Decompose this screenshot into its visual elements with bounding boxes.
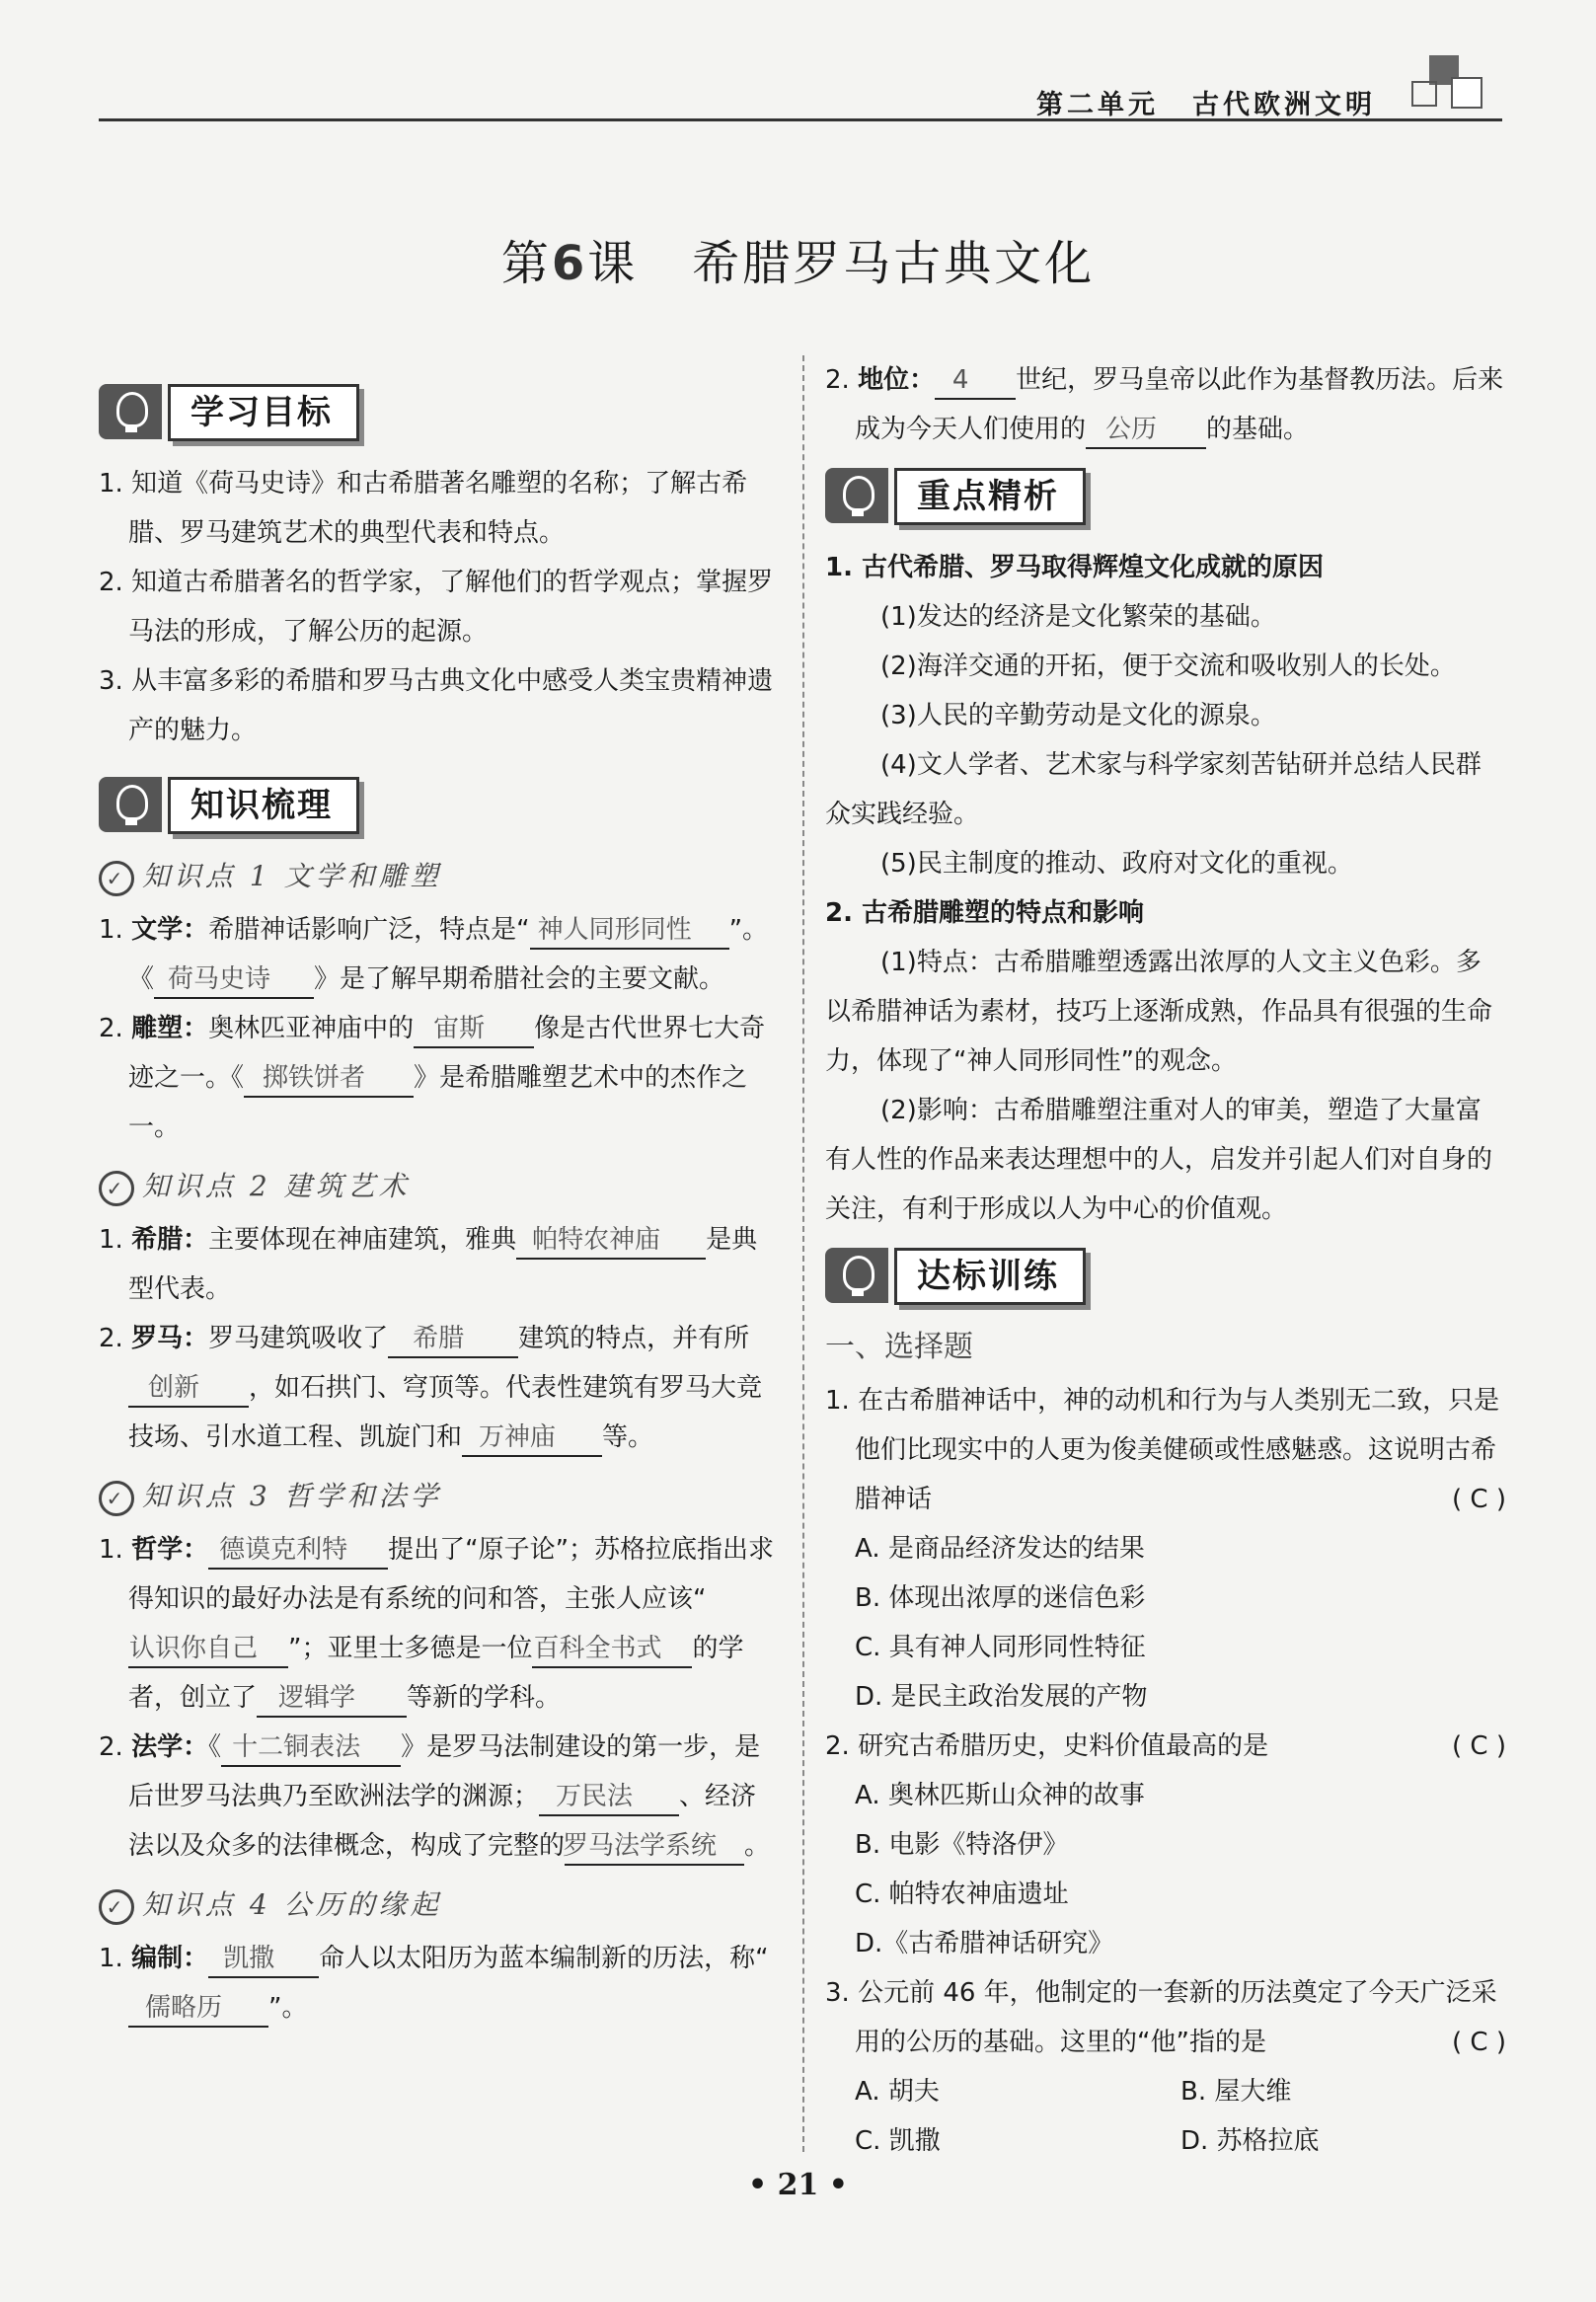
text: 的基础。 <box>1206 415 1310 444</box>
question-stem <box>825 1968 1506 2067</box>
practice-subtitle: 一、选择题 <box>825 1330 973 1364</box>
text: 世纪，罗马皇帝以此作为基督教历法。后来成为今天人们使用的 <box>855 365 1504 444</box>
question-text: 3. 公元前 46 年，他制定的一套新的历法奠定了今天广泛采用的公历的基础。这里的“他”指的是 <box>825 1978 1497 2057</box>
section-focus-label: 重点精析 <box>894 468 1086 525</box>
question-answer: ( C ) <box>1452 2028 1506 2057</box>
question-2 <box>825 1722 1506 1968</box>
option: A. 奥林匹斯山众神的故事 <box>855 1781 1145 1810</box>
answer-blank: 逻辑学 <box>257 1680 407 1718</box>
item-label: 编制： <box>131 1944 209 1973</box>
title-suffix: 课 <box>587 236 639 291</box>
goal-item: 3. 从丰富多彩的希腊和罗马古典文化中感受人类宝贵精神遗产的魅力。 <box>99 666 774 745</box>
section-practice <box>825 1248 1506 1305</box>
knowledge-point-3 <box>99 1472 780 1521</box>
checkmark-icon: ✓ <box>99 1171 134 1206</box>
option: B. 体现出浓厚的迷信色彩 <box>855 1583 1146 1613</box>
answer-blank: 希腊 <box>388 1321 518 1358</box>
left-column <box>99 370 780 2033</box>
answer-blank: 创新 <box>128 1370 249 1408</box>
lesson-title <box>0 225 1596 293</box>
lightbulb-icon <box>99 384 162 439</box>
lightbulb-icon <box>825 468 888 523</box>
column-divider <box>802 355 804 2152</box>
item-label: 文学： <box>131 915 209 945</box>
answer-blank: 帕特农神庙 <box>516 1222 706 1260</box>
kp2-rome <box>99 1314 780 1462</box>
page-number: • 21 • <box>748 2168 848 2202</box>
answer-blank: 万神庙 <box>462 1420 602 1457</box>
text: 希腊神话影响广泛，特点是“ <box>208 915 530 945</box>
text: 主要体现在神庙建筑，雅典 <box>208 1225 517 1255</box>
kp3-philosophy <box>99 1525 780 1723</box>
option: B. 屋大维 <box>1180 2077 1292 2107</box>
goal-item: 2. 知道古希腊著名的哲学家，了解他们的哲学观点；掌握罗马法的形成，了解公历的起源。 <box>99 568 774 647</box>
kp3-heading: 知识点 3 哲学和法学 <box>142 1480 442 1512</box>
focus-heading-2: 2. 古希腊雕塑的特点和影响 <box>825 898 1145 928</box>
answer-blank: 儒略历 <box>128 1990 268 2028</box>
question-answer: ( C ) <box>1452 1485 1506 1514</box>
question-stem <box>825 1722 1506 1771</box>
option: D. 是民主政治发展的产物 <box>855 1682 1148 1712</box>
section-focus <box>825 468 1506 525</box>
item-label: 哲学： <box>131 1535 209 1565</box>
option-row <box>825 2116 1506 2166</box>
text: 是典型代表。 <box>128 1225 758 1304</box>
option: B. 电影《特洛伊》 <box>855 1830 1069 1860</box>
focus-item: (2)影响：古希腊雕塑注重对人的审美，塑造了大量富有人性的作品来表达理想中的人，启发并引起人们对自身的关注，有利于形成以人为中心的价值观。 <box>825 1096 1493 1224</box>
kp4-status <box>825 355 1506 454</box>
answer-blank: 公历 <box>1086 412 1206 449</box>
text: ”。 <box>268 1993 308 2023</box>
knowledge-point-2 <box>99 1162 780 1211</box>
text: 的学者，创立了 <box>128 1634 744 1713</box>
kp3-law <box>99 1723 780 1871</box>
header-unit: 第二单元 <box>1036 90 1159 120</box>
kp4-compile <box>99 1934 780 2033</box>
text: ”。《 <box>128 915 769 994</box>
section-knowledge <box>99 777 780 834</box>
item-num: 1. <box>99 1225 123 1255</box>
knowledge-point-1 <box>99 852 780 901</box>
answer-blank: 十二铜表法 <box>221 1729 401 1767</box>
focus-item: (4)文人学者、艺术家与科学家刻苦钻研并总结人民群众实践经验。 <box>825 750 1482 829</box>
right-column <box>825 355 1506 2166</box>
answer-blank: 百科全书式 <box>532 1631 692 1668</box>
section-goals-label: 学习目标 <box>168 384 359 441</box>
focus-item: (1)发达的经济是文化繁荣的基础。 <box>880 602 1276 632</box>
section-goals <box>99 384 780 441</box>
checkmark-icon: ✓ <box>99 861 134 896</box>
answer-blank: 掷铁饼者 <box>244 1060 414 1098</box>
section-practice-label: 达标训练 <box>894 1248 1086 1305</box>
focus-item: (3)人民的辛勤劳动是文化的源泉。 <box>880 701 1276 730</box>
answer-blank: 认识你自己 <box>128 1631 288 1668</box>
question-stem <box>825 1376 1506 1524</box>
kp2-greece <box>99 1215 780 1314</box>
text: 奥林匹亚神庙中的 <box>208 1014 415 1043</box>
item-num: 2. <box>99 1732 123 1762</box>
header-decoration <box>1411 55 1490 124</box>
section-knowledge-label: 知识梳理 <box>168 777 359 834</box>
option: C. 凯撒 <box>855 2126 941 2156</box>
checkmark-icon: ✓ <box>99 1889 134 1925</box>
option: C. 帕特农神庙遗址 <box>855 1880 1069 1909</box>
focus-heading-1: 1. 古代希腊、罗马取得辉煌文化成就的原因 <box>825 553 1325 582</box>
answer-blank: 荷马史诗 <box>154 961 314 999</box>
item-num: 2. <box>99 1324 123 1353</box>
checkmark-icon: ✓ <box>99 1481 134 1516</box>
kp1-literature <box>99 905 780 1004</box>
item-label: 希腊： <box>131 1225 209 1255</box>
text: 》是罗马法制建设的第一步，是后世罗马法典乃至欧洲法学的渊源； <box>128 1732 761 1811</box>
title-prefix: 第 <box>500 236 552 291</box>
goal-item: 1. 知道《荷马史诗》和古希腊著名雕塑的名称；了解古希腊、罗马建筑艺术的典型代表和特点。 <box>99 469 748 548</box>
text: 等。 <box>602 1422 654 1452</box>
item-num: 1. <box>99 1944 123 1973</box>
answer-blank: 凯撒 <box>208 1941 319 1978</box>
running-header <box>1036 83 1376 121</box>
text: 、经济法以及众多的法律概念，构成了完整的 <box>128 1782 757 1861</box>
answer-blank: 德谟克利特 <box>208 1532 388 1570</box>
focus-item: (5)民主制度的推动、政府对文化的重视。 <box>880 849 1353 879</box>
text: 》是希腊雕塑艺术中的杰作之一。 <box>128 1063 748 1142</box>
answer-blank: 万民法 <box>539 1779 679 1816</box>
item-label: 法学： <box>131 1732 209 1762</box>
question-answer: ( C ) <box>1452 1731 1506 1761</box>
text: 等新的学科。 <box>407 1683 562 1713</box>
header-rule <box>99 118 1502 121</box>
lightbulb-icon <box>825 1248 888 1303</box>
answer-blank: 神人同形同性 <box>530 912 729 950</box>
item-num: 2. <box>99 1014 123 1043</box>
option: A. 是商品经济发达的结果 <box>855 1534 1145 1564</box>
text: ，如石拱门、穹顶等。代表性建筑有罗马大竞技场、引水道工程、凯旋门和 <box>128 1373 763 1452</box>
question-1 <box>825 1376 1506 1722</box>
option: C. 具有神人同形同性特征 <box>855 1633 1146 1662</box>
text: 罗马建筑吸收了 <box>208 1324 389 1353</box>
knowledge-point-4 <box>99 1880 780 1930</box>
kp2-heading: 知识点 2 建筑艺术 <box>142 1170 411 1202</box>
question-text: 1. 在古希腊神话中，神的动机和行为与人类别无二致，只是他们比现实中的人更为俊美健硕或性感魅惑。这说明古希腊神话 <box>825 1386 1500 1514</box>
option-row <box>825 2067 1506 2116</box>
title-number: 6 <box>551 236 588 291</box>
kp4-heading: 知识点 4 公历的缘起 <box>142 1888 442 1921</box>
option: A. 胡夫 <box>855 2077 940 2107</box>
option: D.《古希腊神话研究》 <box>855 1929 1114 1958</box>
answer-blank: 宙斯 <box>414 1011 534 1048</box>
item-label: 地位： <box>858 365 936 395</box>
focus-item: (2)海洋交通的开拓，便于交流和吸收别人的长处。 <box>880 652 1456 681</box>
item-num: 1. <box>99 915 123 945</box>
text: ”；亚里士多德是一位 <box>288 1634 533 1663</box>
item-label: 雕塑： <box>131 1014 209 1043</box>
item-num: 1. <box>99 1535 123 1565</box>
text: 建筑的特点，并有所 <box>518 1324 750 1353</box>
kp1-heading: 知识点 1 文学和雕塑 <box>142 860 442 892</box>
header-topic: 古代欧洲文明 <box>1192 90 1376 120</box>
title-name: 希腊罗马古典文化 <box>692 236 1096 291</box>
kp1-sculpture <box>99 1004 780 1152</box>
question-3 <box>825 1968 1506 2166</box>
text: 》是了解早期希腊社会的主要文献。 <box>314 964 725 994</box>
question-text: 2. 研究古希腊历史，史料价值最高的是 <box>825 1731 1269 1761</box>
text: 提出了“原子论”；苏格拉底指出求得知识的最好办法是有系统的问和答，主张人应该“ <box>128 1535 775 1614</box>
text: 像是古代世界七大奇迹之一。《 <box>128 1014 766 1093</box>
text: 命人以太阳历为蓝本编制新的历法，称“ <box>319 1944 769 1973</box>
answer-blank: 罗马法学系统 <box>565 1828 744 1866</box>
text: 。 <box>744 1831 771 1861</box>
answer-blank: 4 <box>935 362 1016 400</box>
item-num: 2. <box>825 365 850 395</box>
lightbulb-icon <box>99 777 162 832</box>
option: D. 苏格拉底 <box>1180 2126 1320 2156</box>
text: 《 <box>208 1732 222 1762</box>
item-label: 罗马： <box>131 1324 209 1353</box>
focus-item: (1)特点：古希腊雕塑透露出浓厚的人文主义色彩。多以希腊神话为素材，技巧上逐渐成熟，作品具有很强的生命力，体现了“神人同形同性”的观念。 <box>825 948 1493 1076</box>
